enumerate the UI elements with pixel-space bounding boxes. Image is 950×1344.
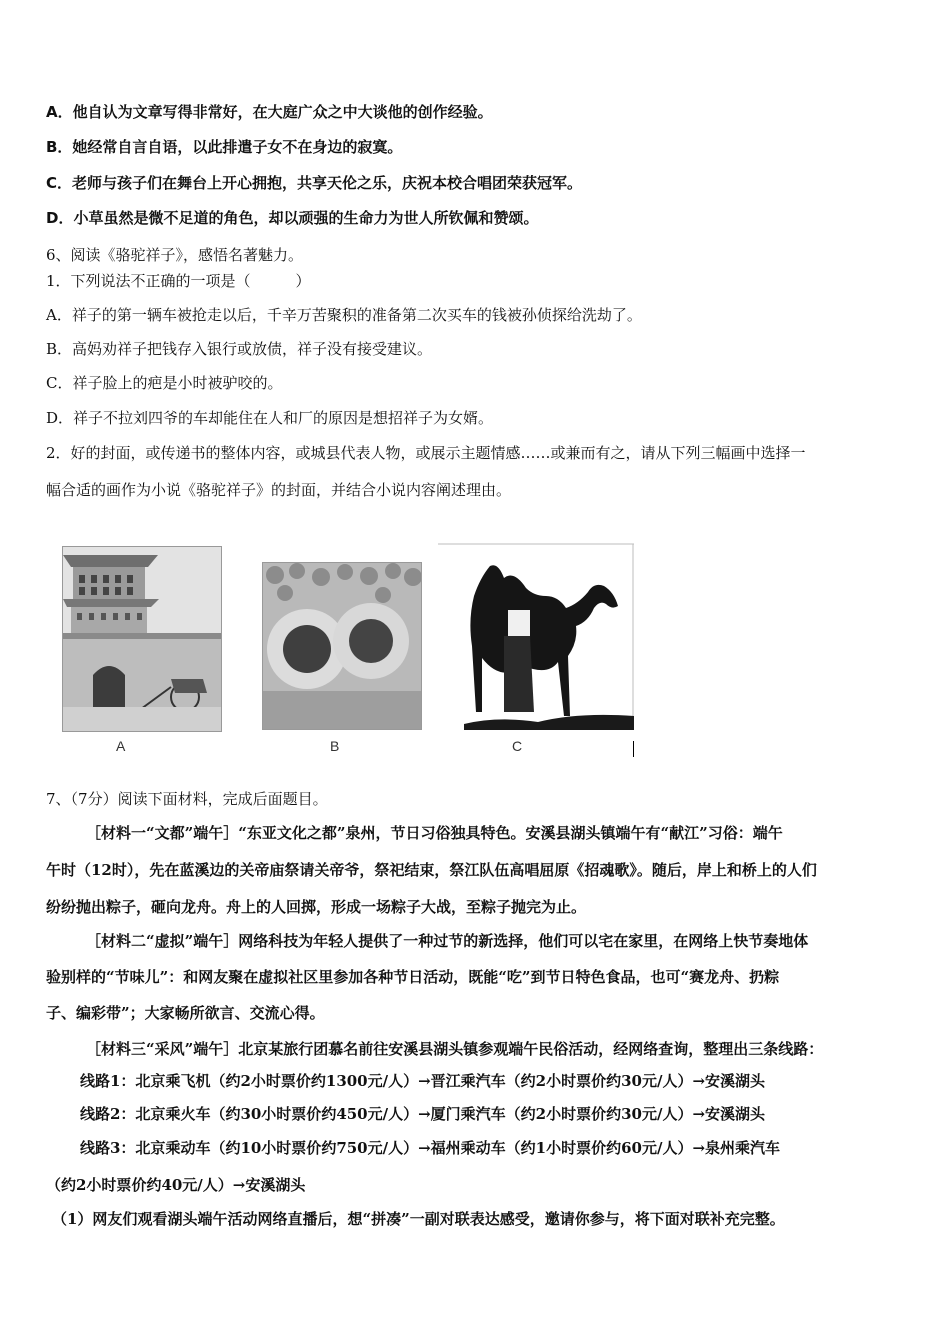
q7-material1-line2: 午时（12时），先在蓝溪边的关帝庙祭请关帝爷，祭祀结束，祭江队伍高唱屈原《招魂歌》。随后，岸上和桥上的人们 [46, 861, 817, 879]
camel-silhouette [438, 526, 634, 730]
q5-option-c: C．老师与孩子们在舞台上开心拥抱，共享天伦之乐，庆祝本校合唱团荣获冠军。 [46, 174, 583, 192]
q7-route3-line1: 线路3：北京乘动车（约10小时票价约750元/人）→福州乘动车（约1小时票价约60元/人）→泉州乘汽车 [80, 1139, 781, 1157]
sunflowers-photo [263, 563, 421, 729]
q6-sub1: 1．下列说法不正确的一项是（ ） [46, 272, 311, 290]
q6-option-b: B．高妈劝祥子把钱存入银行或放债，祥子没有接受建议。 [46, 340, 433, 358]
q7-material3-line1: ［材料三“采风”端午］北京某旅行团慕名前往安溪县湖头镇参观端午民俗活动，经网络查询，整理出三条线路： [86, 1040, 824, 1058]
city-gate-drawing [63, 547, 221, 731]
cover-image-a [62, 546, 222, 732]
q6-option-a: A．祥子的第一辆车被抢走以后，千辛万苦聚积的准备第二次买车的钱被孙侦探给洗劫了。 [46, 306, 642, 324]
q7-route1: 线路1：北京乘飞机（约2小时票价约1300元/人）→晋江乘汽车（约2小时票价约30元/人）→安溪湖头 [80, 1072, 766, 1090]
caption-c: C [512, 738, 523, 754]
q6-option-d: D．祥子不拉刘四爷的车却能住在人和厂的原因是想招祥子为女婿。 [46, 409, 494, 427]
q7-material1-line3: 纷纷抛出粽子，砸向龙舟。舟上的人回掷，形成一场粽子大战，至粽子抛完为止。 [46, 898, 587, 916]
q6-sub2-line2: 幅合适的画作为小说《骆驼祥子》的封面，并结合小说内容阐述理由。 [46, 481, 512, 499]
caption-a: A [116, 738, 126, 754]
caption-b: B [330, 738, 340, 754]
q5-option-d: D．小草虽然是微不足道的角色，却以顽强的生命力为世人所钦佩和赞颂。 [46, 209, 539, 227]
q6-option-c: C．祥子脸上的疤是小时被驴咬的。 [46, 374, 283, 392]
q7-route3-line2: （约2小时票价约40元/人）→安溪湖头 [46, 1176, 306, 1194]
q6-sub2-line1: 2．好的封面，或传递书的整体内容，或城县代表人物，或展示主题情感……或兼而有之，请从下列三幅画中选择一 [46, 444, 806, 462]
q7-title: 7、（7分）阅读下面材料，完成后面题目。 [46, 790, 328, 808]
cover-image-b [262, 562, 422, 730]
text-cursor-mark [633, 741, 634, 757]
q5-option-a: A．他自认为文章写得非常好，在大庭广众之中大谈他的创作经验。 [46, 103, 493, 121]
q7-material2-line3: 子、编彩带”；大家畅所欲言、交流心得。 [46, 1004, 325, 1022]
q7-route2: 线路2：北京乘火车（约30小时票价约450元/人）→厦门乘汽车（约2小时票价约30元/人）→安溪湖头 [80, 1105, 766, 1123]
q7-sub1: （1）网友们观看湖头端午活动网络直播后，想“拼凑”一副对联表达感受，邀请你参与，将下面对联补充完整。 [52, 1210, 785, 1228]
q7-material2-line1: ［材料二“虚拟”端午］网络科技为年轻人提供了一种过节的新选择，他们可以宅在家里，在网络上快节奏地体 [86, 932, 809, 950]
q5-option-b: B．她经常自言自语，以此排遣子女不在身边的寂寞。 [46, 138, 403, 156]
q6-title: 6、阅读《骆驼祥子》，感悟名著魅力。 [46, 246, 304, 264]
sunflower-right [333, 603, 409, 679]
q7-material1-line1: ［材料一“文都”端午］“东亚文化之都”泉州，节日习俗独具特色。安溪县湖头镇端午有“献江”习俗：端午 [86, 824, 783, 842]
q7-material2-line2: 验别样的“节味儿”：和网友聚在虚拟社区里参加各种节日活动，既能“吃”到节日特色食品，也可“赛龙舟、扔粽 [46, 968, 780, 986]
cover-image-c [438, 526, 634, 730]
